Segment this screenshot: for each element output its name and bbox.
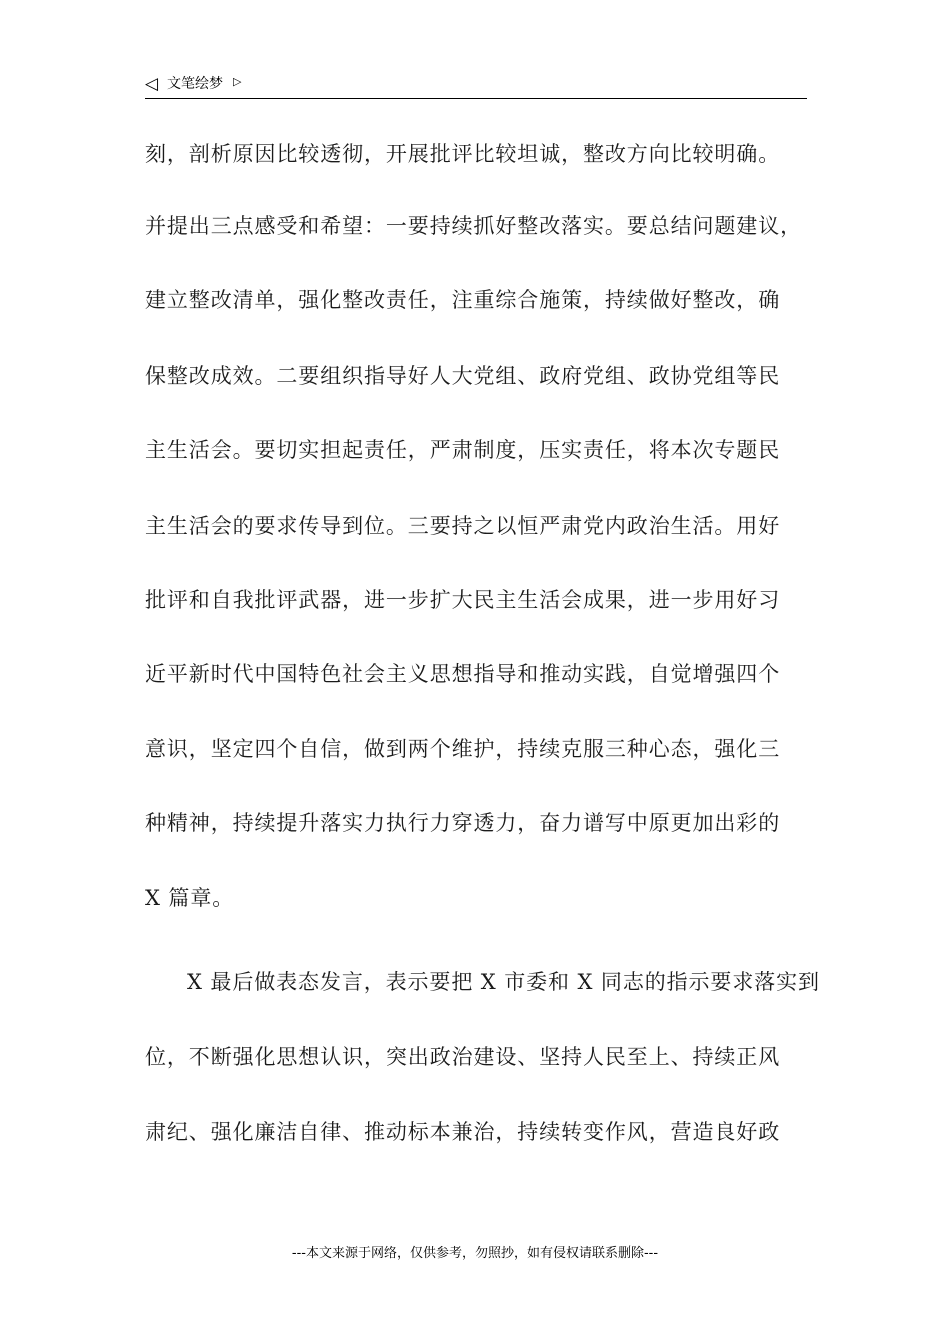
body-line-10: 种精神，持续提升落实力执行力穿透力，奋力谱写中原更加出彩的 — [145, 811, 781, 835]
header-title: 文笔绘梦 — [167, 76, 223, 92]
body-line-4: 保整改成效。二要组织指导好人大党组、政府党组、政协党组等民 — [145, 364, 781, 388]
page-header — [145, 74, 807, 99]
body-line-9: 意识，坚定四个自信，做到两个维护，持续克服三种心态，强化三 — [145, 737, 781, 761]
body-line-7: 批评和自我批评武器，进一步扩大民主生活会成果，进一步用好习 — [145, 588, 781, 612]
body-line-11: X 篇章。 — [145, 886, 235, 910]
body-line-6: 主生活会的要求传导到位。三要持之以恒严肃党内政治生活。用好 — [145, 514, 781, 538]
body-line-2: 并提出三点感受和希望：一要持续抓好整改落实。要总结问题建议， — [145, 214, 802, 238]
left-triangle-icon: ◁ — [145, 74, 159, 94]
body-line-8: 近平新时代中国特色社会主义思想指导和推动实践，自觉增强四个 — [145, 662, 781, 686]
body-line-3: 建立整改清单，强化整改责任，注重综合施策，持续做好整改，确 — [145, 288, 781, 312]
body-line-1: 刻，剖析原因比较透彻，开展批评比较坦诚，整改方向比较明确。 — [145, 142, 781, 166]
paragraph-2-line-3: 肃纪、强化廉洁自律、推动标本兼治，持续转变作风，营造良好政 — [145, 1120, 781, 1144]
paragraph-2-line-2: 位，不断强化思想认识，突出政治建设、坚持人民至上、持续正风 — [145, 1045, 781, 1069]
body-line-5: 主生活会。要切实担起责任，严肃制度，压实责任，将本次专题民 — [145, 438, 781, 462]
paragraph-2-line-1: X 最后做表态发言，表示要把 X 市委和 X 同志的指示要求落实到 — [187, 970, 820, 994]
footer-disclaimer: ---本文来源于网络，仅供参考，勿照抄，如有侵权请联系删除--- — [291, 1246, 659, 1261]
right-triangle-icon: ▷ — [233, 75, 242, 88]
